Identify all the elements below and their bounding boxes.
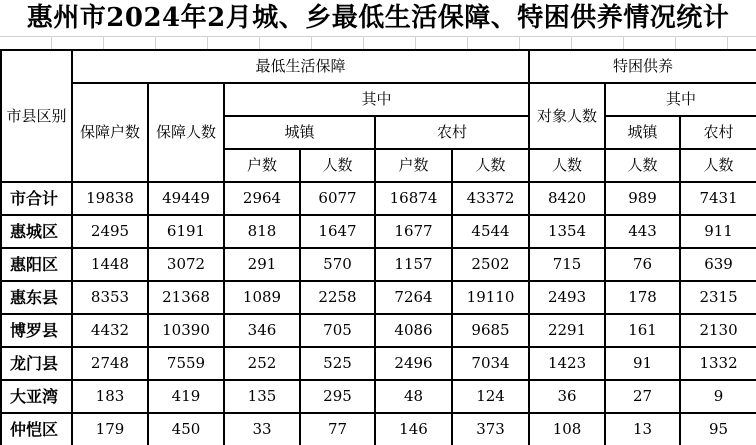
- stat-cell: 989: [605, 182, 680, 215]
- col-header-dibao-group: 最低生活保障: [72, 50, 529, 83]
- region-name: 市合计: [1, 182, 72, 215]
- col-header-tekun-group: 特困供养: [529, 50, 756, 83]
- col-header-dibao-chengzhen: 城镇: [224, 116, 375, 149]
- stat-cell: 135: [224, 380, 300, 413]
- table-row: [1, 182, 756, 215]
- table-row: [1, 215, 756, 248]
- stat-cell: 525: [300, 347, 375, 380]
- table-row: [1, 314, 756, 347]
- stat-cell: 1332: [680, 347, 756, 380]
- stat-cell: 1423: [529, 347, 605, 380]
- stat-cell: 570: [300, 248, 375, 281]
- stat-cell: 49449: [148, 182, 224, 215]
- region-name: 大亚湾: [1, 380, 72, 413]
- stat-cell: 19838: [72, 182, 148, 215]
- col-header-region: 市县区别: [1, 50, 72, 182]
- stat-cell: 7264: [375, 281, 452, 314]
- col-header-dibao-nongcun: 农村: [375, 116, 529, 149]
- stat-cell: 91: [605, 347, 680, 380]
- stat-cell: 1448: [72, 248, 148, 281]
- stat-cell: 21368: [148, 281, 224, 314]
- stat-cell: 1089: [224, 281, 300, 314]
- stat-cell: 1157: [375, 248, 452, 281]
- col-header-chengzhen-hushu: 户数: [224, 149, 300, 182]
- stat-cell: 252: [224, 347, 300, 380]
- col-header-duixiang-renshu-sub: 人数: [529, 149, 605, 182]
- stat-cell: 373: [452, 413, 529, 445]
- spreadsheet-gridlines: [0, 36, 756, 49]
- stat-cell: 4544: [452, 215, 529, 248]
- stat-cell: 7034: [452, 347, 529, 380]
- col-header-chengzhen-renshu: 人数: [300, 149, 375, 182]
- stat-cell: 161: [605, 314, 680, 347]
- stat-cell: 7559: [148, 347, 224, 380]
- region-name: 龙门县: [1, 347, 72, 380]
- col-header-nongcun-hushu: 户数: [375, 149, 452, 182]
- stat-cell: 76: [605, 248, 680, 281]
- col-header-tekun-chengzhen-renshu: 人数: [605, 149, 680, 182]
- stat-cell: 2748: [72, 347, 148, 380]
- stat-cell: 4086: [375, 314, 452, 347]
- stat-cell: 2495: [72, 215, 148, 248]
- stat-cell: 2493: [529, 281, 605, 314]
- stat-cell: 36: [529, 380, 605, 413]
- col-header-tekun-nongcun-renshu: 人数: [680, 149, 756, 182]
- stat-cell: 33: [224, 413, 300, 445]
- table-row: [1, 281, 756, 314]
- stat-cell: 3072: [148, 248, 224, 281]
- stat-cell: 8420: [529, 182, 605, 215]
- stat-cell: 146: [375, 413, 452, 445]
- stat-cell: 43372: [452, 182, 529, 215]
- stat-cell: 2964: [224, 182, 300, 215]
- header-row-2: [1, 83, 756, 116]
- stat-cell: 2502: [452, 248, 529, 281]
- stat-cell: 715: [529, 248, 605, 281]
- stat-cell: 7431: [680, 182, 756, 215]
- region-name: 博罗县: [1, 314, 72, 347]
- region-name: 惠阳区: [1, 248, 72, 281]
- stat-cell: 9: [680, 380, 756, 413]
- stat-cell: 346: [224, 314, 300, 347]
- stat-cell: 911: [680, 215, 756, 248]
- stat-cell: 6077: [300, 182, 375, 215]
- stat-cell: 291: [224, 248, 300, 281]
- stat-cell: 4432: [72, 314, 148, 347]
- stat-cell: 183: [72, 380, 148, 413]
- stat-cell: 27: [605, 380, 680, 413]
- col-header-tekun-qizhong: 其中: [605, 83, 756, 116]
- table-row: [1, 413, 756, 445]
- stat-cell: 19110: [452, 281, 529, 314]
- region-name: 惠东县: [1, 281, 72, 314]
- region-name: 惠城区: [1, 215, 72, 248]
- stat-cell: 443: [605, 215, 680, 248]
- stat-cell: 178: [605, 281, 680, 314]
- stat-cell: 95: [680, 413, 756, 445]
- col-header-tekun-nongcun: 农村: [680, 116, 756, 149]
- stat-cell: 48: [375, 380, 452, 413]
- stat-cell: 124: [452, 380, 529, 413]
- statistics-table: [0, 49, 756, 445]
- stat-cell: 77: [300, 413, 375, 445]
- col-header-nongcun-renshu: 人数: [452, 149, 529, 182]
- table-row: [1, 248, 756, 281]
- stat-cell: 108: [529, 413, 605, 445]
- stat-cell: 1647: [300, 215, 375, 248]
- table-row: [1, 347, 756, 380]
- stat-cell: 419: [148, 380, 224, 413]
- stat-cell: 2130: [680, 314, 756, 347]
- col-header-duixiang-renshu: 对象人数: [529, 83, 605, 149]
- stat-cell: 2315: [680, 281, 756, 314]
- col-header-baozhang-hushu: 保障户数: [72, 83, 148, 182]
- col-header-dibao-qizhong: 其中: [224, 83, 529, 116]
- region-name: 仲恺区: [1, 413, 72, 445]
- stat-cell: 179: [72, 413, 148, 445]
- stat-cell: 1354: [529, 215, 605, 248]
- stat-cell: 10390: [148, 314, 224, 347]
- stat-cell: 2496: [375, 347, 452, 380]
- stat-cell: 1677: [375, 215, 452, 248]
- stat-cell: 818: [224, 215, 300, 248]
- header-row-1: [1, 50, 756, 83]
- page-title: 惠州市2024年2月城、乡最低生活保障、特困供养情况统计: [26, 3, 730, 33]
- stat-cell: 295: [300, 380, 375, 413]
- col-header-baozhang-renshu: 保障人数: [148, 83, 224, 182]
- stat-cell: 450: [148, 413, 224, 445]
- stat-cell: 2291: [529, 314, 605, 347]
- stat-cell: 639: [680, 248, 756, 281]
- stat-cell: 2258: [300, 281, 375, 314]
- table-row: [1, 380, 756, 413]
- stat-cell: 705: [300, 314, 375, 347]
- col-header-tekun-chengzhen: 城镇: [605, 116, 680, 149]
- stat-cell: 9685: [452, 314, 529, 347]
- stat-cell: 8353: [72, 281, 148, 314]
- stat-cell: 13: [605, 413, 680, 445]
- stat-cell: 6191: [148, 215, 224, 248]
- stat-cell: 16874: [375, 182, 452, 215]
